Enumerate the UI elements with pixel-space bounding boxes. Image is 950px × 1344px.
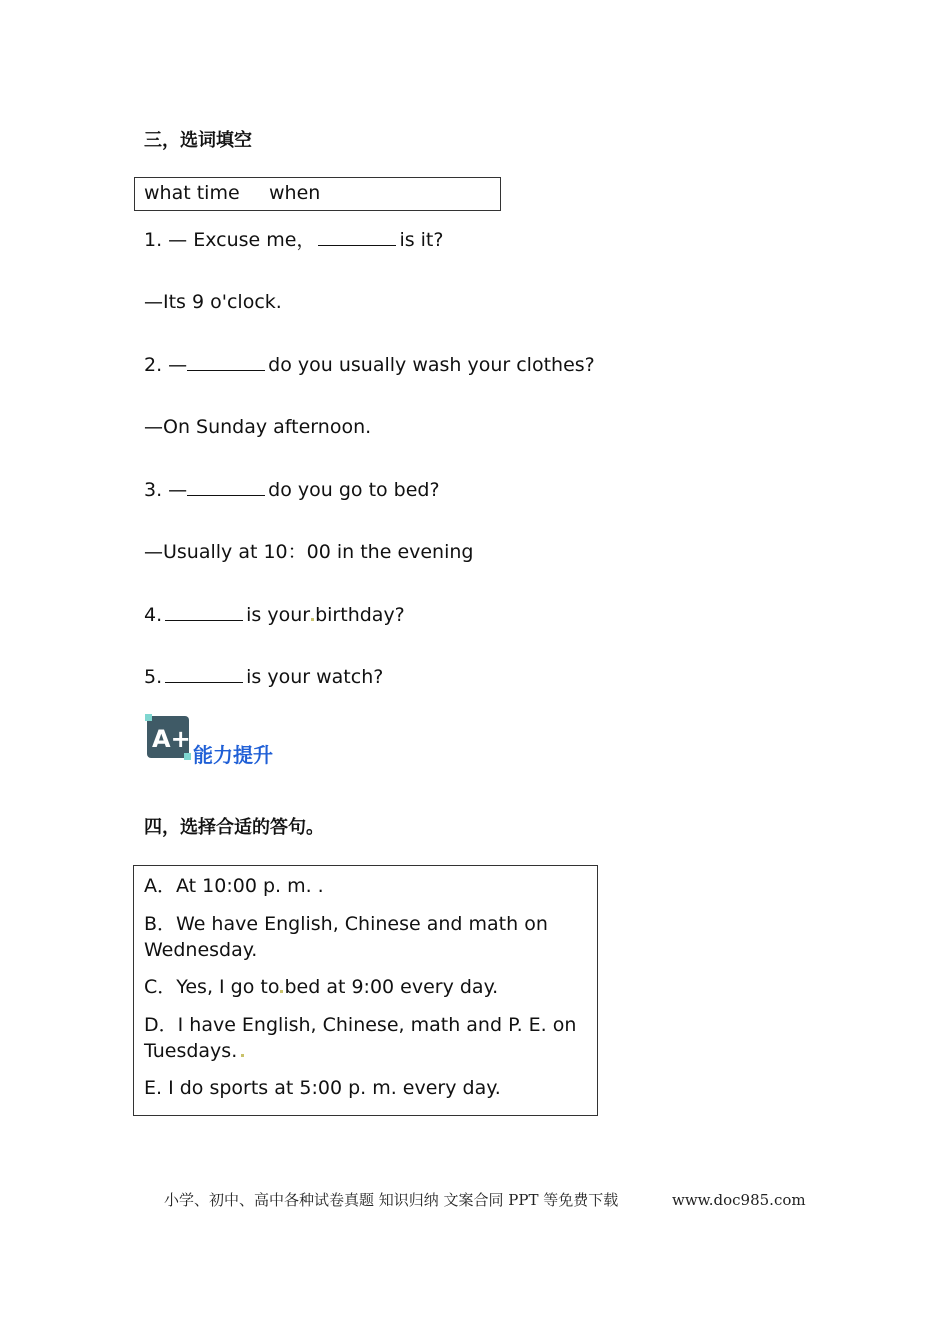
question-5 xyxy=(144,664,383,690)
stray-dot xyxy=(311,618,314,621)
question-2-prefix: 2. — xyxy=(144,354,188,376)
option-d xyxy=(144,1012,584,1064)
option-c-pre: C．Yes, I go to xyxy=(144,976,280,998)
ability-title: 能力提升 xyxy=(193,743,273,767)
word-bank-item-what-time: what time xyxy=(144,182,240,204)
question-5-blank[interactable] xyxy=(165,681,243,683)
answer-1: —Its 9 o'clock. xyxy=(144,291,282,313)
question-2-blank[interactable] xyxy=(187,369,265,371)
footer xyxy=(164,1190,806,1210)
question-2 xyxy=(144,352,595,378)
question-4 xyxy=(144,602,405,628)
ability-badge-icon xyxy=(145,714,191,760)
question-1-prefix: 1. — Excuse me， xyxy=(144,229,316,251)
question-1-suffix: is it? xyxy=(399,229,444,251)
option-b: B．We have English, Chinese and math on Wednesday. xyxy=(144,913,548,961)
answer-2: —On Sunday afternoon. xyxy=(144,416,372,438)
option-c xyxy=(144,974,584,1000)
word-bank-item-when: when xyxy=(269,182,321,204)
question-3-suffix: do you go to bed? xyxy=(268,479,440,501)
question-5-suffix: is your watch? xyxy=(246,666,384,688)
word-bank-box xyxy=(134,177,501,211)
option-e: E. I do sports at 5:00 p. m. every day. xyxy=(144,1077,501,1099)
option-c-post: bed at 9:00 every day. xyxy=(284,976,499,998)
question-4-prefix: 4. xyxy=(144,604,163,626)
question-3-blank[interactable] xyxy=(187,494,265,496)
stray-dot xyxy=(241,1054,244,1057)
section-4-heading: 四，选择合适的答句。 xyxy=(144,817,324,838)
question-3 xyxy=(144,477,440,503)
options-box xyxy=(133,865,598,1116)
footer-url[interactable]: www.doc985.com xyxy=(672,1191,806,1209)
ability-badge-text: A+ xyxy=(152,725,191,753)
answer-3: —Usually at 10：00 in the evening xyxy=(144,541,474,563)
question-2-suffix: do you usually wash your clothes? xyxy=(268,354,595,376)
question-1 xyxy=(144,227,443,253)
option-a: A．At 10:00 p. m. . xyxy=(144,875,324,897)
question-4-suffix: is your xyxy=(246,604,311,626)
question-4-suffix-2: birthday? xyxy=(315,604,405,626)
question-5-prefix: 5. xyxy=(144,666,163,688)
question-4-blank[interactable] xyxy=(165,619,243,621)
question-3-prefix: 3. — xyxy=(144,479,188,501)
footer-text: 小学、初中、高中各种试卷真题 知识归纳 文案合同 PPT 等免费下载 xyxy=(164,1191,619,1209)
question-1-blank[interactable] xyxy=(318,244,396,246)
section-3-heading: 三，选词填空 xyxy=(144,130,252,151)
option-d-text: D．I have English, Chinese, math and P. E. on Tuesdays. xyxy=(144,1014,577,1062)
